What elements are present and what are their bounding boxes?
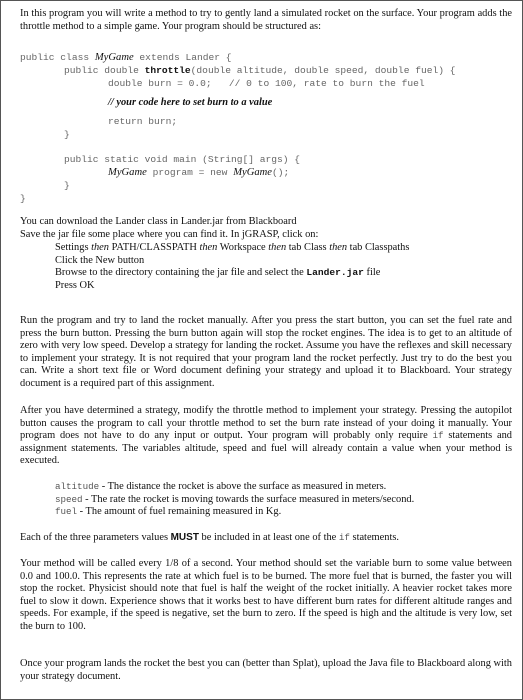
step-text: tab Classpaths [347,242,410,253]
step-text: Browse to the directory containing the jar file and select the [55,267,307,279]
if-keyword: if [432,430,444,442]
code-method-name: throttle [144,65,191,76]
code-sample [20,51,510,207]
step-settings-path [55,242,505,255]
paragraph-text: After you have determined a strategy, modify the throttle method to implement your strategy. Pressing the autopilot button causes the program to call your throttle method to set the burn rate instead of your doing it manually. Your program does not have to do any input or output. Your program will probably only require [20,405,512,442]
run-paragraph: Run the program and try to land the rocket manually. After you press the start button, you can set the fuel rate and press the burn button. Pressing the burn button again will stop the rocket engines. The idea is to get to an altitude of zero with very low speed. Develop a strategy for landing the rocket. Assume you have the reflexes and skill necessary to implement your strategy. It is not required that your program land the rocket perfectly. Just try to do the best you can. Write a short text file or Word document defining your strategy and upload it to Blackboard. Your strategy document is a required part of this assignment. [20,315,512,389]
code-line-brace: } [64,129,70,140]
code-class-name: MyGame [94,52,134,63]
must-emphasis: MUST [170,532,199,543]
step-text: Workspace [217,242,269,253]
code-text: (double altitude, double speed, double fuel) { [190,65,456,76]
step-text: file [363,267,381,279]
autopilot-paragraph [20,405,512,468]
step-browse [55,267,505,280]
step-then: then [268,242,287,253]
code-line-main: public static void main (String[] args) { [64,154,301,165]
timing-paragraph: Your method will be called every 1/8 of a second. Your method should set the variable burn to some value between 0.0 and 100.0. This represents the rate at which fuel is to be burned. The more fuel that is burned, the faster you will stop the rocket. Physicist should note that fuel is half the weight of the rocket initially. A heavier rocket takes more fuel to slow it down. Experience shows that it works best to have different burn rates for different altitude ranges and speeds. For example, if the speed is negative, set the burn to zero. If the speed is high and the altitude is very low, set the burn to 100. [20,558,512,632]
variable-fuel [55,506,505,519]
code-line-return: return burn; [108,116,178,127]
code-text: extends Lander { [133,52,232,63]
save-jar-line: Save the jar file some place where you can find it. In jGRASP, click on: [20,229,319,240]
step-then: then [91,242,109,253]
variable-list [55,481,505,519]
step-press-ok: Press OK [55,279,95,291]
jgrasp-steps [55,242,505,292]
variable-altitude [55,481,505,494]
step-then: then [199,242,218,253]
code-line-method [64,64,456,77]
paragraph-text: statements. [349,532,399,543]
variable-name: altitude [55,481,100,492]
variable-speed [55,494,505,507]
code-keyword: public double [64,65,145,76]
paragraph-text: Each of the three parameters values [20,532,171,543]
download-line: You can download the Lander class in Lander.jar from Blackboard [20,216,297,227]
variable-description: - The distance the rocket is above the surface as measured in meters. [99,481,387,492]
code-keyword: public class [20,52,95,63]
code-line-brace: } [64,180,70,191]
code-class-name: MyGame [233,167,273,178]
variable-description: - The rate the rocket is moving towards the surface measured in meters/second. [82,493,415,505]
variable-description: - The amount of fuel remaining measured in Kg. [77,506,282,518]
code-line-brace: } [20,193,26,204]
code-line-burn: double burn = 0.0; // 0 to 100, rate to burn the fuel [108,78,425,89]
variable-name: fuel [55,506,78,518]
code-class-name: MyGame [108,167,147,178]
step-text: Settings [55,242,92,253]
code-text: (); [272,167,290,178]
paragraph-text: statements and assignment statements. The variables altitude, speed and fuel will already contain a value when your method is executed. [20,430,513,467]
if-keyword: if [338,532,350,543]
paragraph-text: be included in at least one of the [198,532,339,543]
code-line-class [20,51,232,64]
code-text: program = new [146,167,234,178]
variable-name: speed [55,493,83,505]
must-paragraph [20,532,512,545]
jar-file-name: Lander.jar [306,267,364,279]
code-comment: // your code here to set burn to a value [108,97,273,108]
step-new-button: Click the New button [55,254,145,266]
step-then: then [329,242,348,253]
final-paragraph: Once your program lands the rocket the best you can (better than Splat), upload the Java file to Blackboard along with your strategy document. [20,658,512,682]
step-text: tab Class [286,242,330,253]
step-text: PATH/CLASSPATH [108,242,200,253]
code-line-program [108,166,289,179]
intro-paragraph: In this program you will write a method to try to gently land a simulated rocket on the surface. Your program adds the throttle method to a simple game. Your program should be structured as: [20,8,512,32]
